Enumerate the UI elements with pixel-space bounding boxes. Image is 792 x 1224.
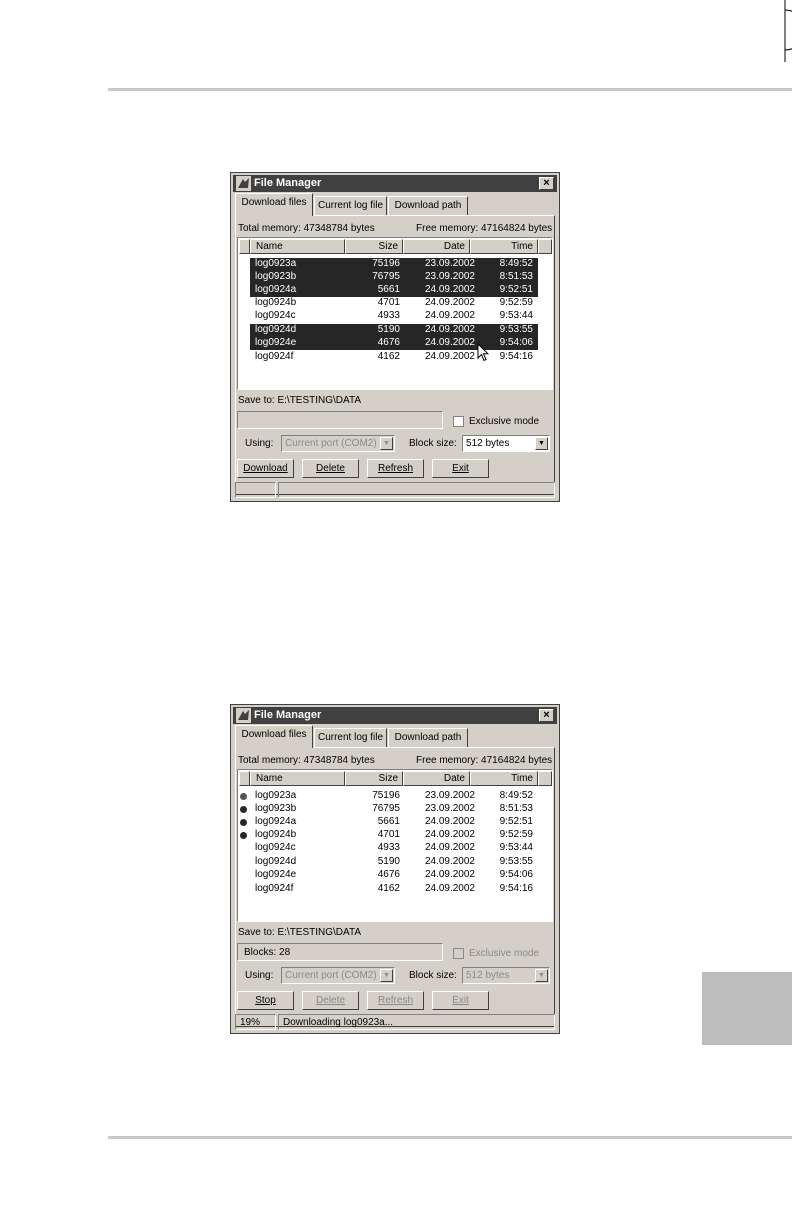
cell-date: 23.09.2002 [424,803,475,814]
table-row[interactable] [250,842,538,855]
cell-date: 24.09.2002 [424,310,475,321]
cell-size: 4676 [377,869,400,880]
cell-name: log0924b [255,829,297,840]
total-memory: Total memory: 47348784 bytes [238,755,375,766]
window-title: File Manager [254,709,322,721]
table-row[interactable] [250,284,538,297]
status-message [278,482,555,498]
status-message: Downloading log0923a... [278,1014,555,1030]
footer-rule [108,1136,792,1139]
table-row[interactable] [250,297,538,310]
file-list[interactable] [237,769,553,922]
block-size-label: Block size: [409,970,457,981]
cell-name: log0924d [255,324,297,335]
refresh-button[interactable]: Refresh [367,991,424,1010]
cell-time: 9:53:55 [499,324,533,335]
free-memory: Free memory: 47164824 bytes [416,755,553,766]
cell-date: 23.09.2002 [424,258,475,269]
title-bar [233,175,557,192]
block-size-select[interactable] [462,967,550,984]
cell-name: log0923a [255,258,297,269]
cell-size: 5190 [377,856,400,867]
tab-download-path[interactable]: Download path [388,196,468,215]
status-dot-icon [240,832,247,839]
cell-size: 4162 [377,351,400,362]
column-header-spacer [239,771,250,786]
cell-time: 9:53:55 [499,856,533,867]
cell-date: 23.09.2002 [424,790,475,801]
app-icon [236,176,251,191]
exclusive-mode-label: Exclusive mode [469,416,540,427]
cell-date: 24.09.2002 [424,324,475,335]
cell-size: 5190 [377,324,400,335]
status-dot-icon [240,819,247,826]
delete-button[interactable]: Delete [302,459,359,478]
cell-name: log0924a [255,816,297,827]
cell-time: 9:54:16 [499,351,533,362]
chevron-down-icon: ▼ [535,969,548,982]
save-to-path: Save to: E:\TESTING\DATA [238,927,361,938]
tab-current-log-file[interactable]: Current log file [314,728,387,747]
block-size-select[interactable] [462,435,550,452]
progress-field [237,411,443,429]
cell-time: 9:52:51 [499,816,533,827]
table-row[interactable] [250,790,538,803]
cell-date: 24.09.2002 [424,351,475,362]
table-row[interactable] [250,829,538,842]
table-row[interactable] [250,869,538,882]
cell-name: log0924b [255,297,297,308]
cell-time: 8:51:53 [499,271,533,282]
cell-size: 75196 [372,790,400,801]
port-select-value: Current port (COM2) [285,970,377,981]
cell-date: 24.09.2002 [424,869,475,880]
table-row[interactable] [250,816,538,829]
cell-date: 24.09.2002 [424,842,475,853]
cell-size: 4162 [377,883,400,894]
file-manager-window-downloading [230,704,560,1034]
cell-size: 4933 [377,310,400,321]
column-header-name[interactable]: Name [250,771,345,786]
table-row[interactable] [250,271,538,284]
tab-download-files[interactable]: Download files [235,193,313,216]
tab-download-path[interactable]: Download path [388,728,468,747]
exclusive-mode-checkbox[interactable] [453,948,464,959]
cell-time: 9:54:06 [499,337,533,348]
refresh-button[interactable]: Refresh [367,459,424,478]
cell-name: log0924c [255,842,296,853]
cell-size: 76795 [372,271,400,282]
file-list[interactable] [237,237,553,390]
exclusive-mode-checkbox[interactable] [453,416,464,427]
file-manager-window-selection [230,172,560,502]
free-memory: Free memory: 47164824 bytes [416,223,553,234]
cell-time: 9:54:06 [499,869,533,880]
port-select-value: Current port (COM2) [285,438,377,449]
cell-date: 24.09.2002 [424,297,475,308]
cell-time: 9:54:16 [499,883,533,894]
delete-button[interactable]: Delete [302,991,359,1010]
column-header-date[interactable]: Date [403,239,470,254]
column-header-size[interactable]: Size [345,239,403,254]
cell-date: 24.09.2002 [424,337,475,348]
mouse-pointer-icon [477,343,489,362]
header-rule [108,88,792,91]
block-size-label: Block size: [409,438,457,449]
cell-size: 4701 [377,829,400,840]
cell-time: 9:52:51 [499,284,533,295]
cell-size: 76795 [372,803,400,814]
using-label: Using: [245,438,274,449]
cell-name: log0924e [255,869,297,880]
cell-size: 5661 [377,816,400,827]
cell-date: 24.09.2002 [424,284,475,295]
status-percent [235,482,276,498]
app-icon [236,708,251,723]
column-header-date[interactable]: Date [403,771,470,786]
progress-field: Blocks: 28 [237,943,443,961]
cell-name: log0924f [255,883,294,894]
cell-name: log0924f [255,351,294,362]
port-select[interactable] [281,435,395,452]
save-to-path: Save to: E:\TESTING\DATA [238,395,361,406]
using-label: Using: [245,970,274,981]
total-memory: Total memory: 47348784 bytes [238,223,375,234]
close-button[interactable] [539,709,554,722]
column-header-filler [538,771,552,786]
cell-name: log0923a [255,790,297,801]
cell-date: 23.09.2002 [424,271,475,282]
chevron-down-icon: ▼ [380,969,393,982]
cell-time: 9:52:59 [499,297,533,308]
cell-name: log0924e [255,337,297,348]
cell-date: 24.09.2002 [424,883,475,894]
title-bar [233,707,557,724]
close-icon: × [543,709,550,721]
column-header-time[interactable]: Time [470,239,538,254]
section-tab [702,972,792,1045]
table-row[interactable] [250,856,538,869]
cell-name: log0923b [255,803,297,814]
column-header-spacer [239,239,250,254]
table-row[interactable] [250,337,538,350]
status-dot-icon [240,793,247,800]
close-button[interactable] [539,177,554,190]
cell-date: 24.09.2002 [424,816,475,827]
exclusive-mode-label: Exclusive mode [469,948,540,959]
cell-time: 9:53:44 [499,842,533,853]
port-select[interactable] [281,967,395,984]
block-size-value: 512 bytes [466,970,510,981]
table-row[interactable] [250,883,538,896]
window-title: File Manager [254,177,322,189]
crop-mark [0,0,792,62]
exit-button[interactable]: Exit [432,991,489,1010]
cell-size: 4933 [377,842,400,853]
column-header-name[interactable]: Name [250,239,345,254]
status-percent: 19% [235,1014,276,1030]
cell-name: log0924a [255,284,297,295]
cell-date: 24.09.2002 [424,829,475,840]
cell-name: log0924d [255,856,297,867]
cell-time: 9:53:44 [499,310,533,321]
cell-size: 4676 [377,337,400,348]
status-dot-icon [240,806,247,813]
stop-button[interactable]: Stop [237,991,294,1010]
cell-date: 24.09.2002 [424,856,475,867]
column-header-filler [538,239,552,254]
cell-time: 8:51:53 [499,803,533,814]
cell-name: log0924c [255,310,296,321]
table-row[interactable] [250,258,538,271]
cell-size: 5661 [377,284,400,295]
cell-size: 4701 [377,297,400,308]
cell-size: 75196 [372,258,400,269]
table-row[interactable] [250,351,538,364]
chevron-down-icon: ▼ [535,437,548,450]
cell-time: 9:52:59 [499,829,533,840]
column-header-size[interactable]: Size [345,771,403,786]
chevron-down-icon: ▼ [380,437,393,450]
table-row[interactable] [250,324,538,337]
close-icon: × [543,177,550,189]
table-row[interactable] [250,803,538,816]
tab-download-files[interactable]: Download files [235,725,313,748]
cell-time: 8:49:52 [499,258,533,269]
table-row[interactable] [250,310,538,323]
download-button[interactable]: Download [237,459,294,478]
cell-name: log0923b [255,271,297,282]
column-header-time[interactable]: Time [470,771,538,786]
exit-button[interactable]: Exit [432,459,489,478]
block-size-value: 512 bytes [466,438,510,449]
tab-current-log-file[interactable]: Current log file [314,196,387,215]
cell-time: 8:49:52 [499,790,533,801]
